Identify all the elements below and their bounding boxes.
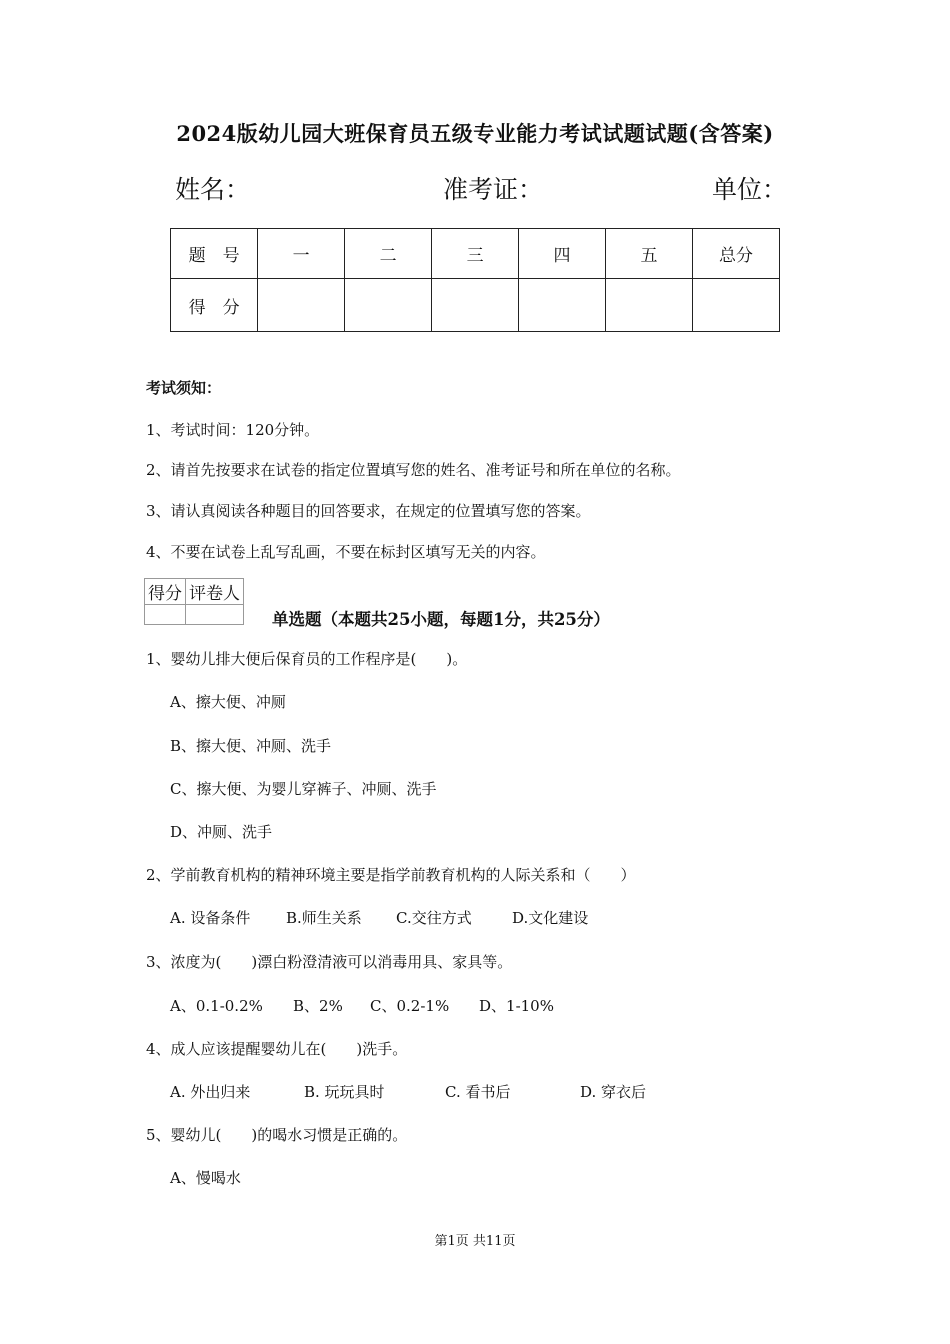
notice-item: 1、考试时间：120分钟。 (146, 421, 320, 439)
grader-box (144, 578, 244, 625)
score-table-score-row (171, 279, 780, 332)
notice-item: 3、请认真阅读各种题目的回答要求，在规定的位置填写您的答案。 (146, 502, 591, 520)
grader-reviewer-cell (186, 605, 244, 625)
unit-field-label: 单位： (712, 175, 788, 204)
option-b: B. 玩玩具时 (304, 1083, 385, 1101)
grader-score-cell (145, 605, 186, 625)
score-header-cell: 四 (519, 229, 606, 279)
section-title: 单选题（本题共25小题，每题1分，共25分） (272, 610, 610, 629)
score-header-cell: 三 (432, 229, 519, 279)
score-header-cell: 五 (606, 229, 693, 279)
question-stem: 3、浓度为( )漂白粉澄清液可以消毒用具、家具等。 (146, 953, 513, 971)
option-b: B.师生关系 (286, 909, 362, 927)
page-footer: 第1页 共11页 (434, 1234, 516, 1249)
notice-item: 4、不要在试卷上乱写乱画，不要在标封区填写无关的内容。 (146, 543, 546, 561)
score-cell (432, 279, 519, 332)
option-d: D. 穿衣后 (580, 1083, 647, 1101)
document-title: 2024版幼儿园大班保育员五级专业能力考试试题试题(含答案) (176, 121, 774, 146)
option-b: B、2% (293, 997, 343, 1015)
option-b: B、擦大便、冲厕、洗手 (170, 737, 332, 755)
option-a: A、0.1-0.2% (170, 997, 263, 1015)
score-header-cell: 一 (258, 229, 345, 279)
option-c: C、擦大便、为婴儿穿裤子、冲厕、洗手 (170, 780, 437, 798)
option-a: A、慢喝水 (170, 1169, 241, 1187)
notice-item: 2、请首先按要求在试卷的指定位置填写您的姓名、准考证号和所在单位的名称。 (146, 461, 681, 479)
exam-id-field-label: 准考证： (443, 175, 544, 204)
question-stem: 2、学前教育机构的精神环境主要是指学前教育机构的人际关系和（ ） (146, 866, 636, 884)
score-header-cell: 二 (345, 229, 432, 279)
question-stem: 5、婴幼儿( )的喝水习惯是正确的。 (146, 1126, 408, 1144)
score-table (170, 228, 780, 332)
score-header-label: 题 号 (171, 229, 258, 279)
grader-score-label: 得分 (145, 579, 186, 605)
option-d: D、1-10% (479, 997, 554, 1015)
option-d: D.文化建设 (512, 909, 589, 927)
score-cell (345, 279, 432, 332)
option-c: C.交往方式 (396, 909, 472, 927)
score-table-header-row (171, 229, 780, 279)
score-cell (519, 279, 606, 332)
score-cell (258, 279, 345, 332)
score-header-total: 总分 (692, 229, 779, 279)
notice-heading: 考试须知： (146, 379, 222, 397)
option-c: C. 看书后 (445, 1083, 511, 1101)
option-a: A、擦大便、冲厕 (170, 693, 286, 711)
score-cell (606, 279, 693, 332)
score-cell (692, 279, 779, 332)
option-d: D、冲厕、洗手 (170, 823, 273, 841)
name-field-label: 姓名： (175, 175, 251, 204)
option-c: C、0.2-1% (370, 997, 450, 1015)
option-a: A. 外出归来 (170, 1083, 251, 1101)
question-stem: 1、婴幼儿排大便后保育员的工作程序是( )。 (146, 650, 468, 668)
question-stem: 4、成人应该提醒婴幼儿在( )洗手。 (146, 1040, 408, 1058)
option-a: A. 设备条件 (170, 909, 251, 927)
grader-reviewer-label: 评卷人 (186, 579, 244, 605)
score-row-label: 得 分 (171, 279, 258, 332)
